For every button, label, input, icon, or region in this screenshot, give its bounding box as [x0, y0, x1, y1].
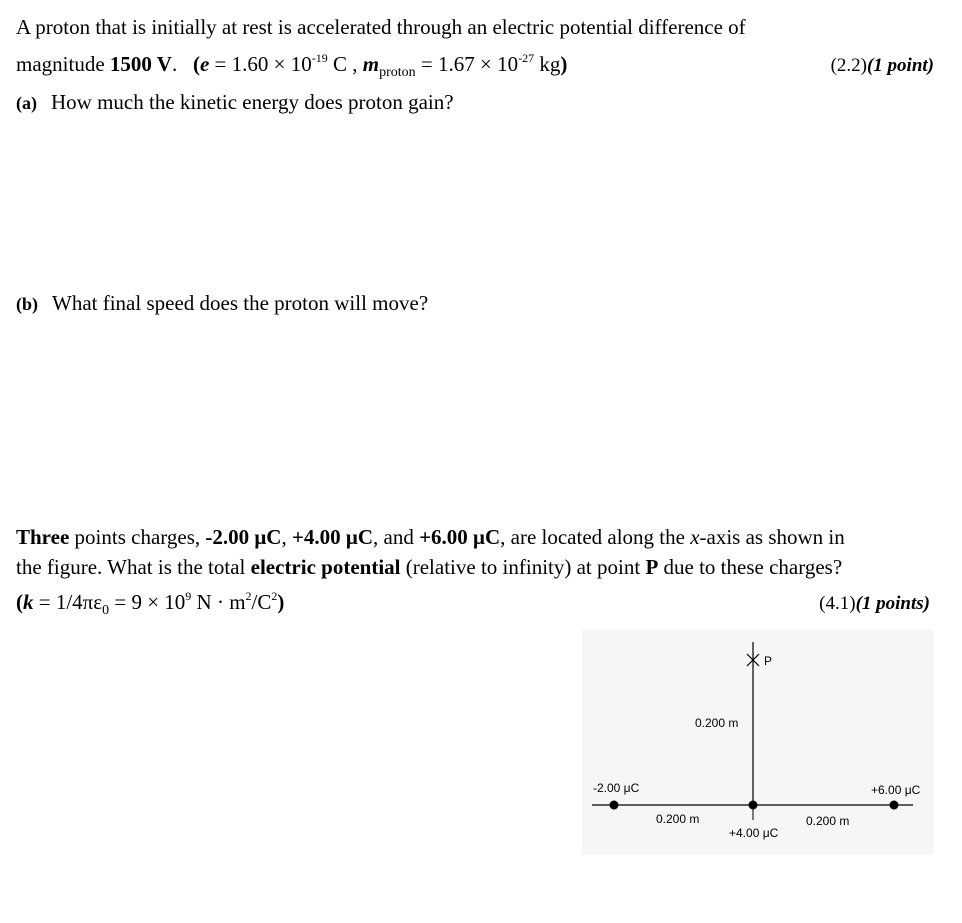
- figure-background: [582, 630, 934, 855]
- m-equation: = 1.67 × 10: [415, 52, 519, 76]
- part-a-label: (a): [16, 93, 37, 113]
- right-charge-label: +6.00 μC: [871, 783, 921, 797]
- problem2-line2b: (relative to infinity) at point: [400, 555, 646, 579]
- k-open-paren: (: [16, 590, 23, 614]
- e-exponent: -19: [311, 51, 328, 65]
- left-distance-label: 0.200 m: [656, 812, 700, 826]
- problem2-line2a: the figure. What is the total: [16, 555, 251, 579]
- x-axis-symbol: x: [690, 525, 700, 549]
- k-equation-2: = 9 × 10: [109, 590, 186, 614]
- open-paren: (: [192, 52, 200, 76]
- e-unit: C ,: [327, 52, 363, 76]
- right-charge-dot: [890, 801, 899, 810]
- problem1-points: (1 point): [866, 55, 934, 76]
- k-unit-b: /C: [251, 590, 272, 614]
- part-b-label: (b): [16, 294, 38, 314]
- problem2-text1: points charges,: [69, 525, 206, 549]
- k-exponent: 9: [185, 589, 192, 603]
- k-unit-a: N · m: [191, 590, 246, 614]
- vertical-distance-label: 0.200 m: [695, 716, 739, 730]
- magnitude-word: magnitude: [16, 52, 105, 76]
- left-charge-dot: [610, 801, 619, 810]
- problem2-ref: (4.1): [819, 593, 856, 614]
- right-distance-label: 0.200 m: [806, 814, 850, 828]
- voltage-value: 1500 V: [109, 52, 172, 76]
- point-P-symbol: P: [645, 555, 659, 579]
- k-equation: = 1/4πε: [33, 590, 103, 614]
- three-word: Three: [16, 525, 70, 549]
- charge-q1: -2.00 μC: [205, 525, 282, 549]
- point-p-label: P: [764, 654, 773, 668]
- charge-q2: +4.00 μC: [291, 525, 373, 549]
- problem2-points: (1 points): [855, 593, 930, 614]
- problem1-intro-text: A proton that is initially at rest is accelerated through an electric potential difference of: [16, 15, 746, 39]
- comma: ,: [281, 525, 292, 549]
- part-a-question: How much the kinetic energy does proton gain?: [51, 90, 454, 114]
- k-unit-exponent-2: 2: [271, 589, 278, 603]
- electric-potential-term: electric potential: [250, 555, 401, 579]
- center-charge-label: +4.00 μC: [729, 826, 779, 840]
- part-b-question: What final speed does the proton will move?: [52, 291, 429, 315]
- epsilon-subscript: 0: [102, 603, 110, 618]
- left-charge-label: -2.00 μC: [593, 781, 640, 795]
- e-equation: = 1.60 × 10: [209, 52, 312, 76]
- m-symbol: m: [362, 52, 380, 76]
- period: .: [171, 52, 178, 76]
- center-charge-dot: [749, 801, 758, 810]
- m-exponent: -27: [518, 51, 535, 65]
- and-word: , and: [373, 525, 420, 549]
- problem2-text2: , are located along the: [500, 525, 691, 549]
- problem2-text3: -axis as shown in: [699, 525, 845, 549]
- problem2-line2c: due to these charges?: [658, 555, 843, 579]
- m-subscript: proton: [379, 65, 416, 80]
- k-close-paren: ): [277, 590, 285, 614]
- k-unit-exponent: 2: [245, 589, 252, 603]
- k-symbol: k: [23, 590, 34, 614]
- m-unit: kg: [534, 52, 561, 76]
- problem1-ref: (2.2): [830, 55, 867, 76]
- charge-q3: +6.00 μC: [419, 525, 501, 549]
- e-symbol: e: [199, 52, 210, 76]
- close-paren: ): [560, 52, 568, 76]
